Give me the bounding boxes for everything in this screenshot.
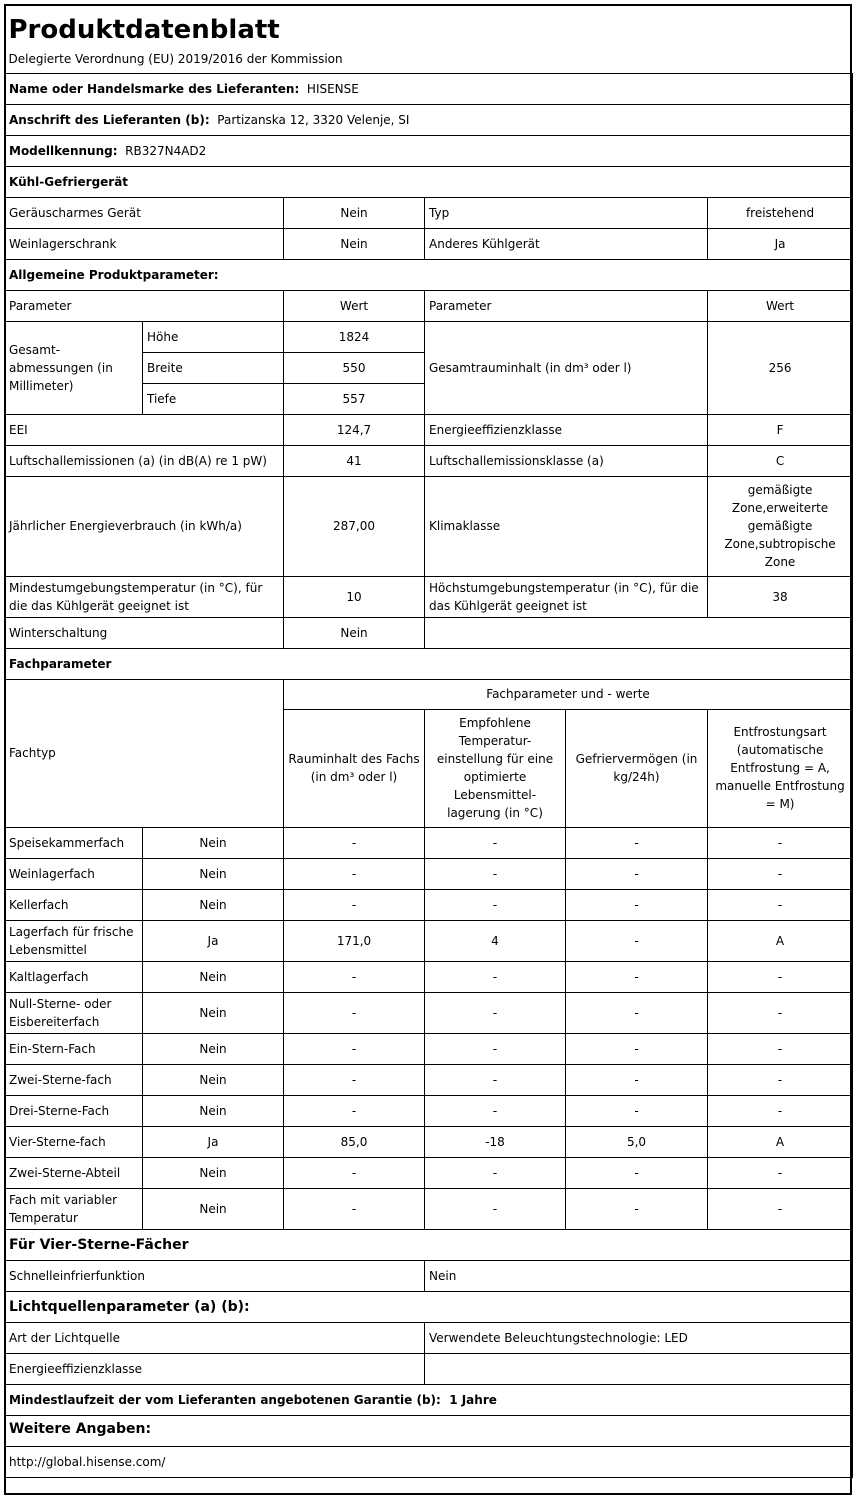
compartment-name: Drei-Sterne-Fach [5,1095,143,1126]
compartment-temp: - [425,1188,566,1229]
noise-label: Luftschallemissionen (a) (in dB(A) re 1 pW) [5,445,284,476]
param-header-right: Parameter [425,290,708,321]
compartment-volume: - [284,992,425,1033]
compartment-name: Vier-Sterne-fach [5,1126,143,1157]
col-volume-header: Rauminhalt des Fachs (in dm³ oder l) [284,709,425,827]
light-source-heading: Lichtquellenparameter (a) (b): [5,1291,853,1322]
compartment-volume: - [284,858,425,889]
light-class-value [425,1353,853,1384]
compartment-present: Nein [143,1033,284,1064]
compartment-type-header: Fachtyp [5,679,284,827]
model-row [5,135,853,166]
other-appliance-label: Anderes Kühlgerät [425,228,708,259]
energy-class-label: Energieeffizienzklasse [425,414,708,445]
winter-setting-value: Nein [284,617,425,648]
table-row [5,1095,853,1126]
compartment-volume: - [284,1095,425,1126]
compartment-freeze: - [566,1064,708,1095]
compartment-temp: -18 [425,1126,566,1157]
compartment-temp: - [425,858,566,889]
winter-setting-label: Winterschaltung [5,617,284,648]
winter-setting-blank [425,617,853,648]
product-datasheet-table [4,4,853,1478]
compartment-volume: - [284,961,425,992]
compartment-defrost: - [708,1157,853,1188]
further-info-url[interactable]: http://global.hisense.com/ [5,1446,853,1477]
table-row [5,1188,853,1229]
compartment-temp: - [425,961,566,992]
compartment-defrost: - [708,1095,853,1126]
table-row [5,827,853,858]
design-type-label: Typ [425,197,708,228]
table-row [5,889,853,920]
width-label: Breite [143,352,284,383]
compartment-name: Null-Sterne- oder Eisbereiterfach [5,992,143,1033]
compartment-defrost: - [708,1033,853,1064]
depth-label: Tiefe [143,383,284,414]
param-header-left: Parameter [5,290,284,321]
wine-cabinet-label: Weinlagerschrank [5,228,284,259]
fast-freeze-label: Schnelleinfrierfunktion [5,1260,425,1291]
energy-class-value: F [708,414,853,445]
general-params-heading: Allgemeine Produktparameter: [5,259,853,290]
compartment-defrost: - [708,1188,853,1229]
compartment-defrost: - [708,858,853,889]
compartment-freeze: - [566,920,708,961]
noise-class-value: C [708,445,853,476]
table-row [5,858,853,889]
table-row [5,1064,853,1095]
compartment-volume: - [284,827,425,858]
compartment-freeze: - [566,992,708,1033]
compartment-volume: - [284,889,425,920]
compartment-present: Nein [143,961,284,992]
eei-label: EEI [5,414,284,445]
fast-freeze-value: Nein [425,1260,853,1291]
annual-consumption-label: Jährlicher Energieverbrauch (in kWh/a) [5,476,284,576]
compartment-defrost: A [708,920,853,961]
supplier-address-row [5,104,853,135]
compartment-name: Speisekammerfach [5,827,143,858]
noise-value: 41 [284,445,425,476]
max-temp-value: 38 [708,576,853,617]
dimensions-label: Gesamt-abmessungen (in Millimeter) [5,321,143,414]
model-value: RB327N4AD2 [125,143,207,158]
compartment-volume: 85,0 [284,1126,425,1157]
light-type-label: Art der Lichtquelle [5,1322,425,1353]
col-freeze-header: Gefriervermögen (in kg/24h) [566,709,708,827]
other-appliance-value: Ja [708,228,853,259]
compartment-present: Ja [143,1126,284,1157]
compartment-freeze: 5,0 [566,1126,708,1157]
model-label: Modellkennung: [9,143,118,158]
quiet-device-label: Geräuscharmes Gerät [5,197,284,228]
compartment-defrost: - [708,961,853,992]
warranty-row [5,1384,853,1415]
compartment-present: Nein [143,1188,284,1229]
compartment-name: Kaltlagerfach [5,961,143,992]
further-info-heading: Weitere Angaben: [5,1415,853,1446]
compartment-volume: - [284,1157,425,1188]
compartment-name: Weinlagerfach [5,858,143,889]
climate-class-value: gemäßigte Zone,erweiterte gemäßigte Zone,subtropische Zone [708,476,853,576]
compartment-freeze: - [566,1157,708,1188]
col-defrost-header: Entfrostungsart (automatische Entfrostung = A, manuelle Entfrostung = M) [708,709,853,827]
regulation-subtitle: Delegierte Verordnung (EU) 2019/2016 der Kommission [5,45,853,73]
compartment-temp: - [425,1064,566,1095]
width-value: 550 [284,352,425,383]
climate-class-label: Klimaklasse [425,476,708,576]
compartment-name: Zwei-Sterne-fach [5,1064,143,1095]
wine-cabinet-value: Nein [284,228,425,259]
min-temp-value: 10 [284,576,425,617]
compartment-group-header: Fachparameter und - werte [284,679,853,709]
compartment-present: Nein [143,1095,284,1126]
table-row [5,920,853,961]
compartment-defrost: - [708,1064,853,1095]
light-class-label: Energieeffizienzklasse [5,1353,425,1384]
table-row [5,1033,853,1064]
supplier-address-label: Anschrift des Lieferanten (b): [9,112,210,127]
compartment-name: Zwei-Sterne-Abteil [5,1157,143,1188]
height-label: Höhe [143,321,284,352]
compartment-present: Ja [143,920,284,961]
compartment-name: Kellerfach [5,889,143,920]
design-type-value: freistehend [708,197,853,228]
table-row [5,961,853,992]
value-header-right: Wert [708,290,853,321]
compartment-name: Ein-Stern-Fach [5,1033,143,1064]
compartment-temp: - [425,1095,566,1126]
compartment-present: Nein [143,889,284,920]
warranty-label: Mindestlaufzeit der vom Lieferanten angebotenen Garantie (b): [9,1392,441,1407]
supplier-address-value: Partizanska 12, 3320 Velenje, SI [217,112,410,127]
compartment-present: Nein [143,1157,284,1188]
compartment-present: Nein [143,1064,284,1095]
compartment-present: Nein [143,827,284,858]
compartment-temp: - [425,889,566,920]
compartment-defrost: A [708,1126,853,1157]
compartment-temp: 4 [425,920,566,961]
compartment-volume: - [284,1064,425,1095]
compartment-freeze: - [566,889,708,920]
compartment-name: Fach mit variabler Temperatur [5,1188,143,1229]
four-star-heading: Für Vier-Sterne-Fächer [5,1229,853,1260]
table-row [5,1126,853,1157]
compartment-temp: - [425,1157,566,1188]
compartment-freeze: - [566,961,708,992]
supplier-name-value: HISENSE [306,81,359,96]
compartment-present: Nein [143,992,284,1033]
height-value: 1824 [284,321,425,352]
min-temp-label: Mindestumgebungstemperatur (in °C), für die das Kühlgerät geeignet ist [5,576,284,617]
noise-class-label: Luftschallemissionsklasse (a) [425,445,708,476]
page-title: Produktdatenblatt [8,15,280,45]
compartment-volume: 171,0 [284,920,425,961]
table-row [5,1157,853,1188]
supplier-name-label: Name oder Handelsmarke des Lieferanten: [9,81,300,96]
compartment-temp: - [425,1033,566,1064]
compartment-freeze: - [566,827,708,858]
compartment-temp: - [425,827,566,858]
table-row [5,992,853,1033]
value-header-left: Wert [284,290,425,321]
device-type-heading: Kühl-Gefriergerät [5,166,853,197]
compartment-temp: - [425,992,566,1033]
compartment-freeze: - [566,1188,708,1229]
total-volume-label: Gesamtrauminhalt (in dm³ oder l) [425,321,708,414]
supplier-name-row [5,73,853,104]
light-type-value: Verwendete Beleuchtungstechnologie: LED [425,1322,853,1353]
eei-value: 124,7 [284,414,425,445]
compartment-freeze: - [566,858,708,889]
compartment-volume: - [284,1188,425,1229]
compartment-present: Nein [143,858,284,889]
annual-consumption-value: 287,00 [284,476,425,576]
depth-value: 557 [284,383,425,414]
col-temp-header: Empfohlene Temperatur-einstellung für eine optimierte Lebensmittel-lagerung (in °C) [425,709,566,827]
total-volume-value: 256 [708,321,853,414]
compartment-heading: Fachparameter [5,648,853,679]
compartment-defrost: - [708,992,853,1033]
max-temp-label: Höchstumgebungstemperatur (in °C), für die das Kühlgerät geeignet ist [425,576,708,617]
compartment-freeze: - [566,1095,708,1126]
compartment-defrost: - [708,827,853,858]
compartment-name: Lagerfach für frische Lebensmittel [5,920,143,961]
warranty-value: 1 Jahre [449,1392,497,1407]
compartment-freeze: - [566,1033,708,1064]
compartment-volume: - [284,1033,425,1064]
compartment-defrost: - [708,889,853,920]
quiet-device-value: Nein [284,197,425,228]
